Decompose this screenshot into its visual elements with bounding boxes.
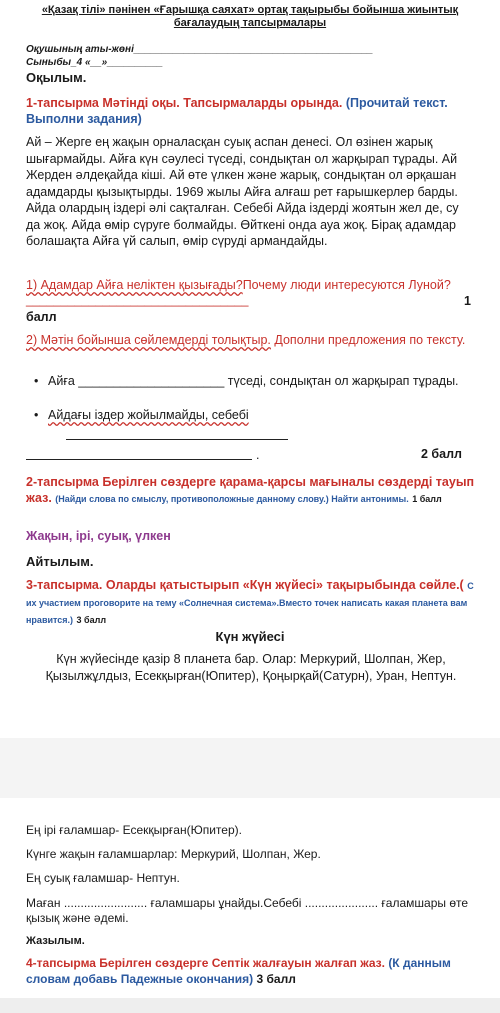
task1-heading <box>26 95 476 127</box>
answer-line-1[interactable] <box>66 439 288 440</box>
task3-heading-ru: С их участием проговорите на тему «Солнечная система».Вместо точек написать какая планета вам нравится.) <box>26 581 474 625</box>
student-name-line: Оқушының аты-жөні___________________________________________ <box>26 44 373 55</box>
section-reading: Оқылым. <box>26 70 87 85</box>
question1-kz: 1) Адамдар Айға неліктен қызығады? <box>26 278 243 292</box>
bullet-item-2 <box>48 408 468 423</box>
fact-coldest-planet: Ең суық ғаламшар- Нептун. <box>26 871 180 885</box>
task4-heading <box>26 955 476 987</box>
task1-heading-kz: 1-тапсырма Мәтінді оқы. Тапсырмаларды орында. <box>26 96 343 110</box>
fact-near-sun: Күнге жақын ғаламшарлар: Меркурий, Шолпан, Жер. <box>26 847 321 861</box>
page-bottom-edge <box>0 998 500 1013</box>
task4-heading-ru: (К данным словам добавь Падежные окончания) <box>26 956 451 986</box>
task1-question1 <box>26 278 472 308</box>
fact-largest-planet: Ең ірі ғаламшар- Есекқырған(Юпитер). <box>26 823 242 837</box>
task2-heading-ru: (Найди слова по смыслу, противоположные данному слову.) Найти антонимы. <box>55 494 409 504</box>
task3-heading-kz: 3-тапсырма. Оларды қатыстырып «Күн жүйесі» тақырыбында сөйле.( <box>26 578 464 592</box>
solar-system-text: Күн жүйесінде қазір 8 планета бар. Олар: Меркурий, Шолпан, Жер, Қызылжұлдыз, Есекқырған(Юпитер), Қоңырқай(Сатурн), Уран, Нептун. <box>45 652 457 683</box>
question2-kz: 2) Мәтін бойынша сөйлемдерді толықтыр. <box>26 333 271 347</box>
answer-line-2-period: . <box>256 448 260 462</box>
task1-reading-text: Ай – Жерге ең жақын орналасқан суық аспан денесі. Ол өзінен жарық шығармайды. Айға күн сәулесі түседі, сондықтан ол жарқырап тұрады. Ай Жерден әлдеқайда кіші. Ай өте үлкен және жарық, сондықтан ол әрқашан адамдарды қызықтырды. 1969 жылы Айға алғаш рет ғарышкерлер барды. Айда олардың іздері әлі сақталған. Себебі Айда іздерді жоятын жел де, су да жоқ. Айда өмір сүруге болмайды. Өйткені онда ауа жоқ. Бірақ адамдар болашақта Айға үй салып, өмір сүруді армандайды. <box>26 135 459 248</box>
section-writing: Жазылым. <box>26 935 85 947</box>
question2-points: 2 балл <box>421 447 462 461</box>
task1-heading-ru: (Прочитай текст. Выполни задания) <box>26 96 448 126</box>
question1-points-unit: балл <box>26 310 57 324</box>
page-title: «Қазақ тілі» пәнінен «Ғарышқа саяхат» ортақ тақырыбы бойынша жиынтық бағалаудың тапсырмалары <box>41 4 459 29</box>
task2-heading-kz: 2-тапсырма Берілген сөздерге қарама-қарсы мағыналы сөздерді тауып жаз. <box>26 475 475 505</box>
answer-line-2[interactable] <box>26 459 252 460</box>
fact-favorite-planet: Маған ......................... ғаламшары ұнайды.Себебі ...................... ғаламшары өте қызық және әдемі. <box>26 896 469 925</box>
task4-heading-kz: 4-тапсырма Берілген сөздерге Септік жалғауын жалғап жаз. <box>26 956 385 970</box>
class-line: Сыныбы_4 «__»__________ <box>26 57 163 68</box>
task3-points: 3 балл <box>76 615 107 625</box>
task2-heading <box>26 474 476 507</box>
solar-system-title: Күн жүйесі <box>215 629 285 644</box>
task1-question2 <box>26 333 472 348</box>
bullet-item-1: • Айға _____________________ түседі, сондықтан ол жарқырап тұрады. <box>48 374 468 389</box>
question2-ru: Дополни предложения по тексту. <box>274 333 466 347</box>
question1-points: 1 <box>464 294 471 308</box>
section-speaking: Айтылым. <box>26 554 94 569</box>
bullet-item-2-text: Айдағы іздер жойылмайды, себебі <box>48 408 249 422</box>
page-gap <box>0 738 500 798</box>
task4-points: 3 балл <box>256 972 296 986</box>
question1-ru: Почему люди интересуются Луной? ________________________________ <box>26 278 451 307</box>
task3-heading <box>26 577 476 628</box>
task2-points: 1 балл <box>412 494 442 504</box>
task2-words: Жақын, ірі, суық, үлкен <box>26 529 171 543</box>
